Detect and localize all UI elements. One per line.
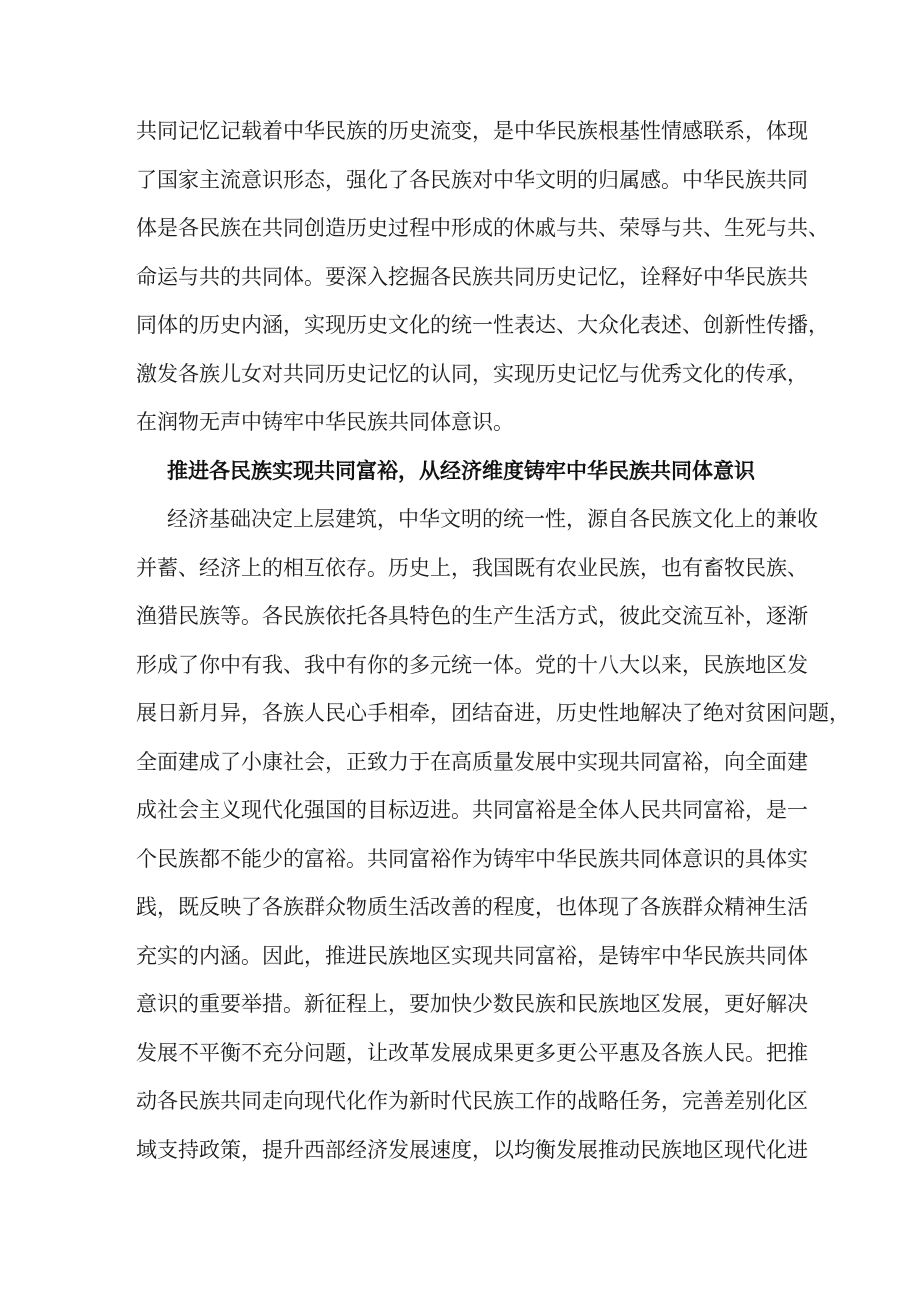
paragraph-line: 动各民族共同走向现代化作为新时代民族工作的战略任务，完善差别化区 [136, 1089, 808, 1113]
paragraph-line: 并蓄、经济上的相互依存。历史上，我国既有农业民族，也有畜牧民族、 [136, 556, 808, 580]
paragraph-line: 充实的内涵。因此，推进民族地区实现共同富裕，是铸牢中华民族共同体 [136, 944, 808, 968]
paragraph-line: 发展不平衡不充分问题，让改革发展成果更多更公平惠及各族人民。把推 [136, 1041, 808, 1065]
paragraph-line: 个民族都不能少的富裕。共同富裕作为铸牢中华民族共同体意识的具体实 [136, 847, 808, 871]
paragraph-line: 体是各民族在共同创造历史过程中形成的休戚与共、荣辱与共、生死与共、 [136, 216, 829, 240]
paragraph-line: 了国家主流意识形态，强化了各民族对中华文明的归属感。中华民族共同 [136, 168, 808, 192]
paragraph-line: 渔猎民族等。各民族依托各具特色的生产生活方式，彼此交流互补，逐渐 [136, 604, 808, 628]
paragraph-line: 成社会主义现代化强国的目标迈进。共同富裕是全体人民共同富裕，是一 [136, 798, 808, 822]
paragraph-line: 全面建成了小康社会，正致力于在高质量发展中实现共同富裕，向全面建 [136, 750, 808, 774]
paragraph-line: 践，既反映了各族群众物质生活改善的程度，也体现了各族群众精神生活 [136, 895, 808, 919]
section-heading: 推进各民族实现共同富裕，从经济维度铸牢中华民族共同体意识 [167, 459, 755, 483]
paragraph-line: 意识的重要举措。新征程上，要加快少数民族和民族地区发展，更好解决 [136, 992, 808, 1016]
paragraph-line: 激发各族儿女对共同历史记忆的认同，实现历史记忆与优秀文化的传承， [136, 362, 808, 386]
paragraph-line: 共同记忆记载着中华民族的历史流变，是中华民族根基性情感联系，体现 [136, 119, 808, 143]
paragraph-line: 命运与共的共同体。要深入挖掘各民族共同历史记忆，诠释好中华民族共 [136, 265, 808, 289]
paragraph-line: 同体的历史内涵，实现历史文化的统一性表达、大众化表述、创新性传播， [136, 313, 829, 337]
paragraph-line: 经济基础决定上层建筑，中华文明的统一性，源自各民族文化上的兼收 [167, 507, 818, 531]
paragraph-line: 在润物无声中铸牢中华民族共同体意识。 [136, 410, 514, 434]
paragraph-line: 域支持政策，提升西部经济发展速度，以均衡发展推动民族地区现代化进 [136, 1138, 808, 1162]
paragraph-line: 展日新月异，各族人民心手相牵，团结奋进，历史性地解决了绝对贫困问题， [136, 701, 850, 725]
paragraph-line: 形成了你中有我、我中有你的多元统一体。党的十八大以来，民族地区发 [136, 653, 808, 677]
